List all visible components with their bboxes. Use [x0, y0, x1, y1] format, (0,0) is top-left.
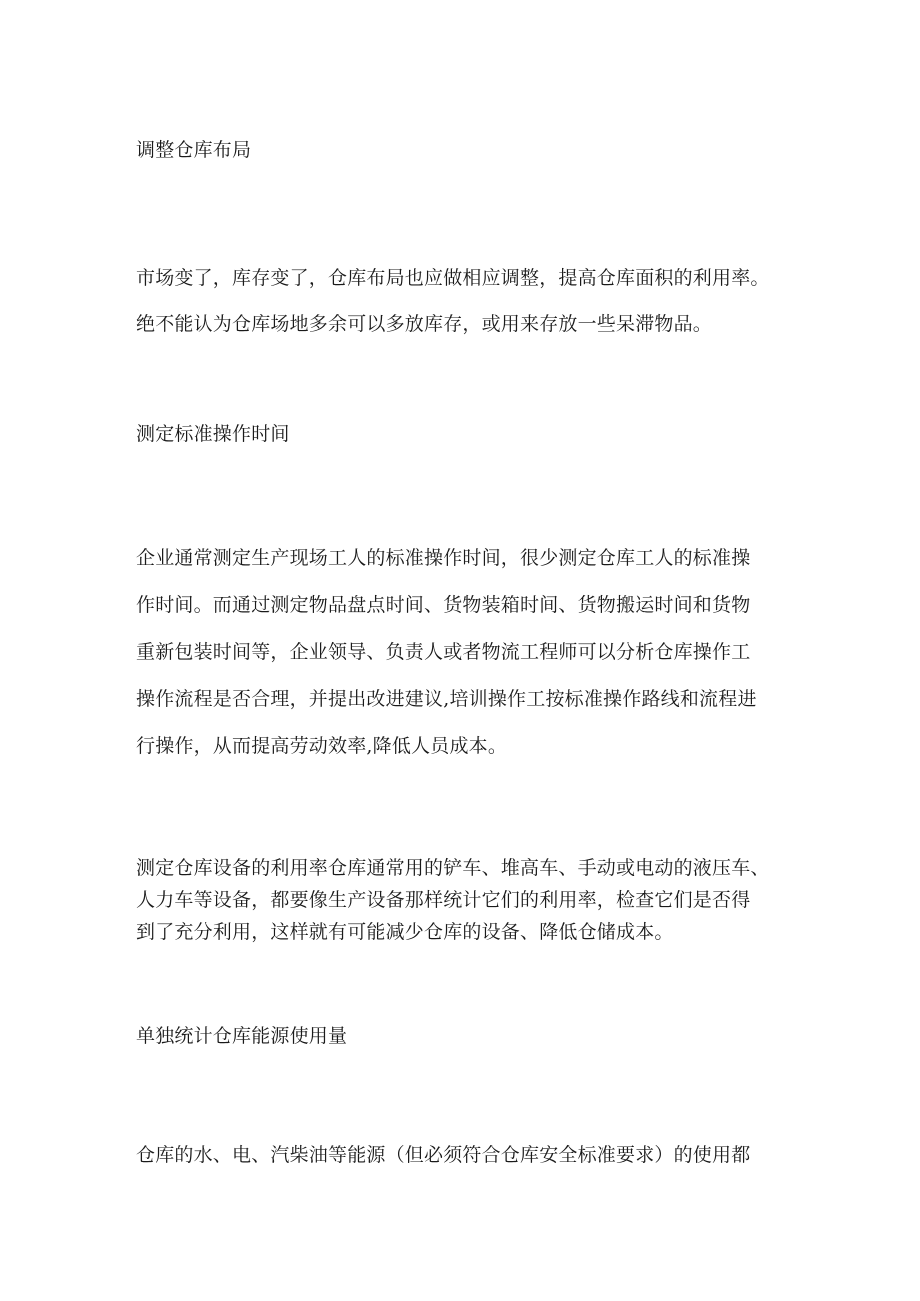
section-heading-standard-operation-time: 测定标准操作时间	[136, 423, 290, 445]
paragraph-line: 绝不能认为仓库场地多余可以多放库存，或用来存放一些呆滞物品。	[136, 313, 713, 335]
paragraph-standard-operation-time	[136, 535, 806, 770]
section-heading-energy-usage: 单独统计仓库能源使用量	[136, 1025, 348, 1047]
paragraph-warehouse-layout	[136, 255, 806, 347]
paragraph-line: 企业通常测定生产现场工人的标准操作时间，很少测定仓库工人的标准操	[136, 547, 751, 569]
section-heading-warehouse-layout: 调整仓库布局	[136, 139, 252, 161]
paragraph-line: 测定仓库设备的利用率仓库通常用的铲车、堆高车、手动或电动的液压车、	[136, 857, 770, 879]
paragraph-equipment-utilization	[136, 852, 806, 948]
paragraph-line: 作时间。而通过测定物品盘点时间、货物装箱时间、货物搬运时间和货物	[136, 594, 751, 616]
paragraph-line: 重新包装时间等，企业领导、负责人或者物流工程师可以分析仓库操作工	[136, 641, 751, 663]
paragraph-line: 行操作，从而提高劳动效率,降低人员成本。	[136, 735, 508, 757]
paragraph-line: 操作流程是否合理，并提出改进建议,培训操作工按标准操作路线和流程进	[136, 688, 757, 710]
paragraph-energy-usage	[136, 1140, 806, 1167]
paragraph-line: 仓库的水、电、汽柴油等能源（但必须符合仓库安全标准要求）的使用都	[136, 1144, 751, 1166]
paragraph-line: 人力车等设备，都要像生产设备那样统计它们的利用率，检查它们是否得	[136, 889, 751, 911]
paragraph-line: 市场变了，库存变了，仓库布局也应做相应调整，提高仓库面积的利用率。	[136, 267, 770, 289]
paragraph-line: 到了充分利用，这样就有可能减少仓库的设备、降低仓储成本。	[136, 921, 674, 943]
